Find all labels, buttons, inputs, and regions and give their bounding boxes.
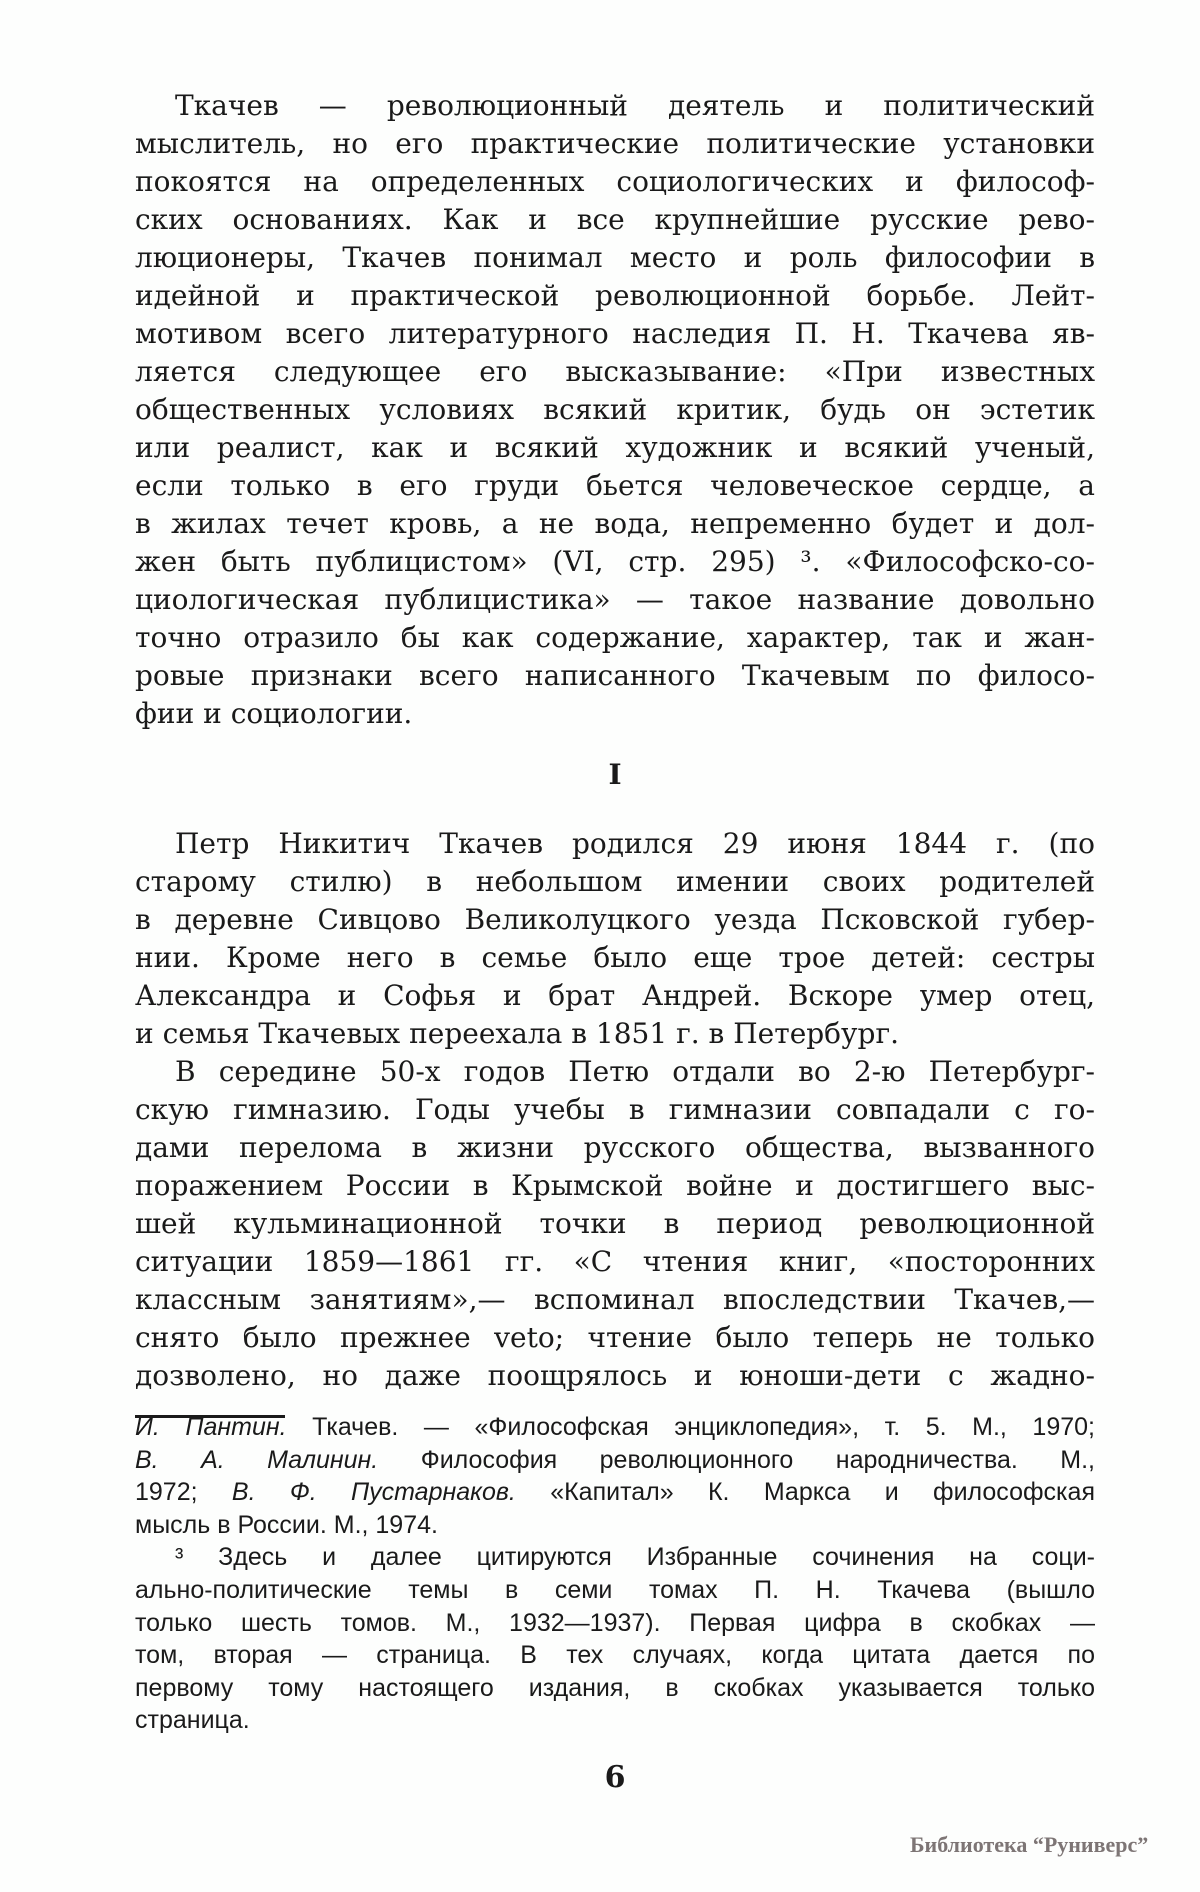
- footnote-text: том, вторая — страница. В тех случаях, когда цитата дается по: [135, 1641, 1095, 1670]
- text-line: дозволено, но даже поощрялось и юноши-дети с жадно-: [135, 1359, 1095, 1392]
- text-line: жен быть публицистом» (VI, стр. 295) ³. «Философско-со-: [135, 545, 1095, 578]
- text-line: дами перелома в жизни русского общества, вызванного: [135, 1131, 1095, 1164]
- text-line: Ткачев — революционный деятель и политический: [175, 89, 1095, 122]
- footnote-line: [135, 1509, 1095, 1542]
- text-line: старому стилю) в небольшом имении своих родителей: [135, 865, 1095, 898]
- footnote-line: [135, 1411, 1095, 1444]
- footnote-line: [135, 1607, 1095, 1640]
- text-line: мотивом всего литературного наследия П. Н. Ткачева яв-: [135, 317, 1095, 350]
- text-line: В середине 50-х годов Петю отдали во 2-ю Петербург-: [175, 1055, 1095, 1088]
- footnote-text: ³ Здесь и далее цитируются Избранные сочинения на соци-: [175, 1543, 1095, 1572]
- footnote-line: [135, 1541, 1095, 1574]
- footnote-line: [135, 1639, 1095, 1672]
- footnote-text: мысль в России. М., 1974.: [135, 1510, 438, 1539]
- text-line: Александра и Софья и брат Андрей. Вскоре умер отец,: [135, 979, 1095, 1012]
- author-name: В. А. Малинин.: [135, 1445, 379, 1474]
- footnote-line: [135, 1476, 1095, 1509]
- text-line: если только в его груди бьется человеческое сердце, а: [135, 469, 1095, 502]
- library-watermark: Библиотека “Руниверс”: [910, 1832, 1149, 1857]
- footnote-text: только шесть томов. М., 1932—1937). Первая цифра в скобках —: [135, 1608, 1095, 1637]
- text-line: в жилах течет кровь, а не вода, непременно будет и дол-: [135, 507, 1095, 540]
- text-line: в деревне Сивцово Великолуцкого уезда Псковской губер-: [135, 903, 1095, 936]
- footnote-text: Философия революционного народничества. М.,: [378, 1445, 1096, 1474]
- footnote-line: [135, 1574, 1095, 1607]
- footnote-text: Ткачев. — «Философская энциклопедия», т. 5. М., 1970;: [286, 1413, 1095, 1441]
- section-heading: I: [608, 758, 622, 791]
- text-line: скую гимназию. Годы учебы в гимназии совпадали с го-: [135, 1093, 1095, 1126]
- text-line: и семья Ткачевых переехала в 1851 г. в Петербург.: [135, 1017, 900, 1050]
- text-line: покоятся на определенных социологических и философ-: [135, 165, 1095, 198]
- text-line: Петр Никитич Ткачев родился 29 июня 1844 г. (по: [175, 827, 1095, 860]
- page-number: 6: [604, 1760, 626, 1795]
- text-line: шей кульминационной точки в период революционной: [135, 1207, 1095, 1240]
- text-line: классным занятиям»,— вспоминал впоследствии Ткачев,—: [135, 1283, 1095, 1316]
- text-line: или реалист, как и всякий художник и всякий ученый,: [135, 431, 1095, 464]
- text-line: общественных условиях всякий критик, будь он эстетик: [135, 393, 1095, 426]
- footnotes: [135, 1411, 1095, 1737]
- text-line: точно отразило бы как содержание, характер, так и жан-: [135, 621, 1095, 654]
- author-name: И. Пантин.: [135, 1413, 287, 1441]
- footnote-line: [135, 1672, 1095, 1705]
- text-line: люционеры, Ткачев понимал место и роль философии в: [135, 241, 1095, 274]
- footnote-text: «Капитал» К. Маркса и философская: [515, 1478, 1095, 1507]
- text-line: мыслитель, но его практические политические установки: [135, 127, 1095, 160]
- footnote-text: страница.: [135, 1706, 250, 1735]
- text-line: циологическая публицистика» — такое название довольно: [135, 583, 1095, 616]
- text-line: ровые признаки всего написанного Ткачевым по филосо-: [135, 659, 1095, 692]
- text-line: ских основаниях. Как и все крупнейшие русские рево-: [135, 203, 1095, 236]
- footnote-text: ально-политические темы в семи томах П. Н. Ткачева (вышло: [135, 1575, 1095, 1604]
- text-line: фии и социологии.: [135, 697, 413, 730]
- text-line: ляется следующее его высказывание: «При известных: [135, 355, 1095, 388]
- text-line: ситуации 1859—1861 гг. «С чтения книг, «посторонних: [135, 1245, 1095, 1278]
- text-line: поражением России в Крымской войне и достигшего выс-: [135, 1169, 1095, 1202]
- opening-paragraph: [135, 87, 1095, 733]
- text-line: нии. Кроме него в семье было еще трое детей: сестры: [135, 941, 1095, 974]
- text-line: снято было прежнее veto; чтение было теперь не только: [135, 1321, 1095, 1354]
- text-line: идейной и практической революционной борьбе. Лейт-: [135, 279, 1095, 312]
- footnote-text: первому тому настоящего издания, в скобках указывается только: [135, 1673, 1095, 1702]
- footnote-line: [135, 1444, 1095, 1477]
- footnote-text: 1972;: [135, 1478, 232, 1507]
- section-1-text: [135, 825, 1095, 1395]
- author-name: В. Ф. Пустарнаков.: [231, 1478, 516, 1507]
- footnote-line: [135, 1704, 1095, 1737]
